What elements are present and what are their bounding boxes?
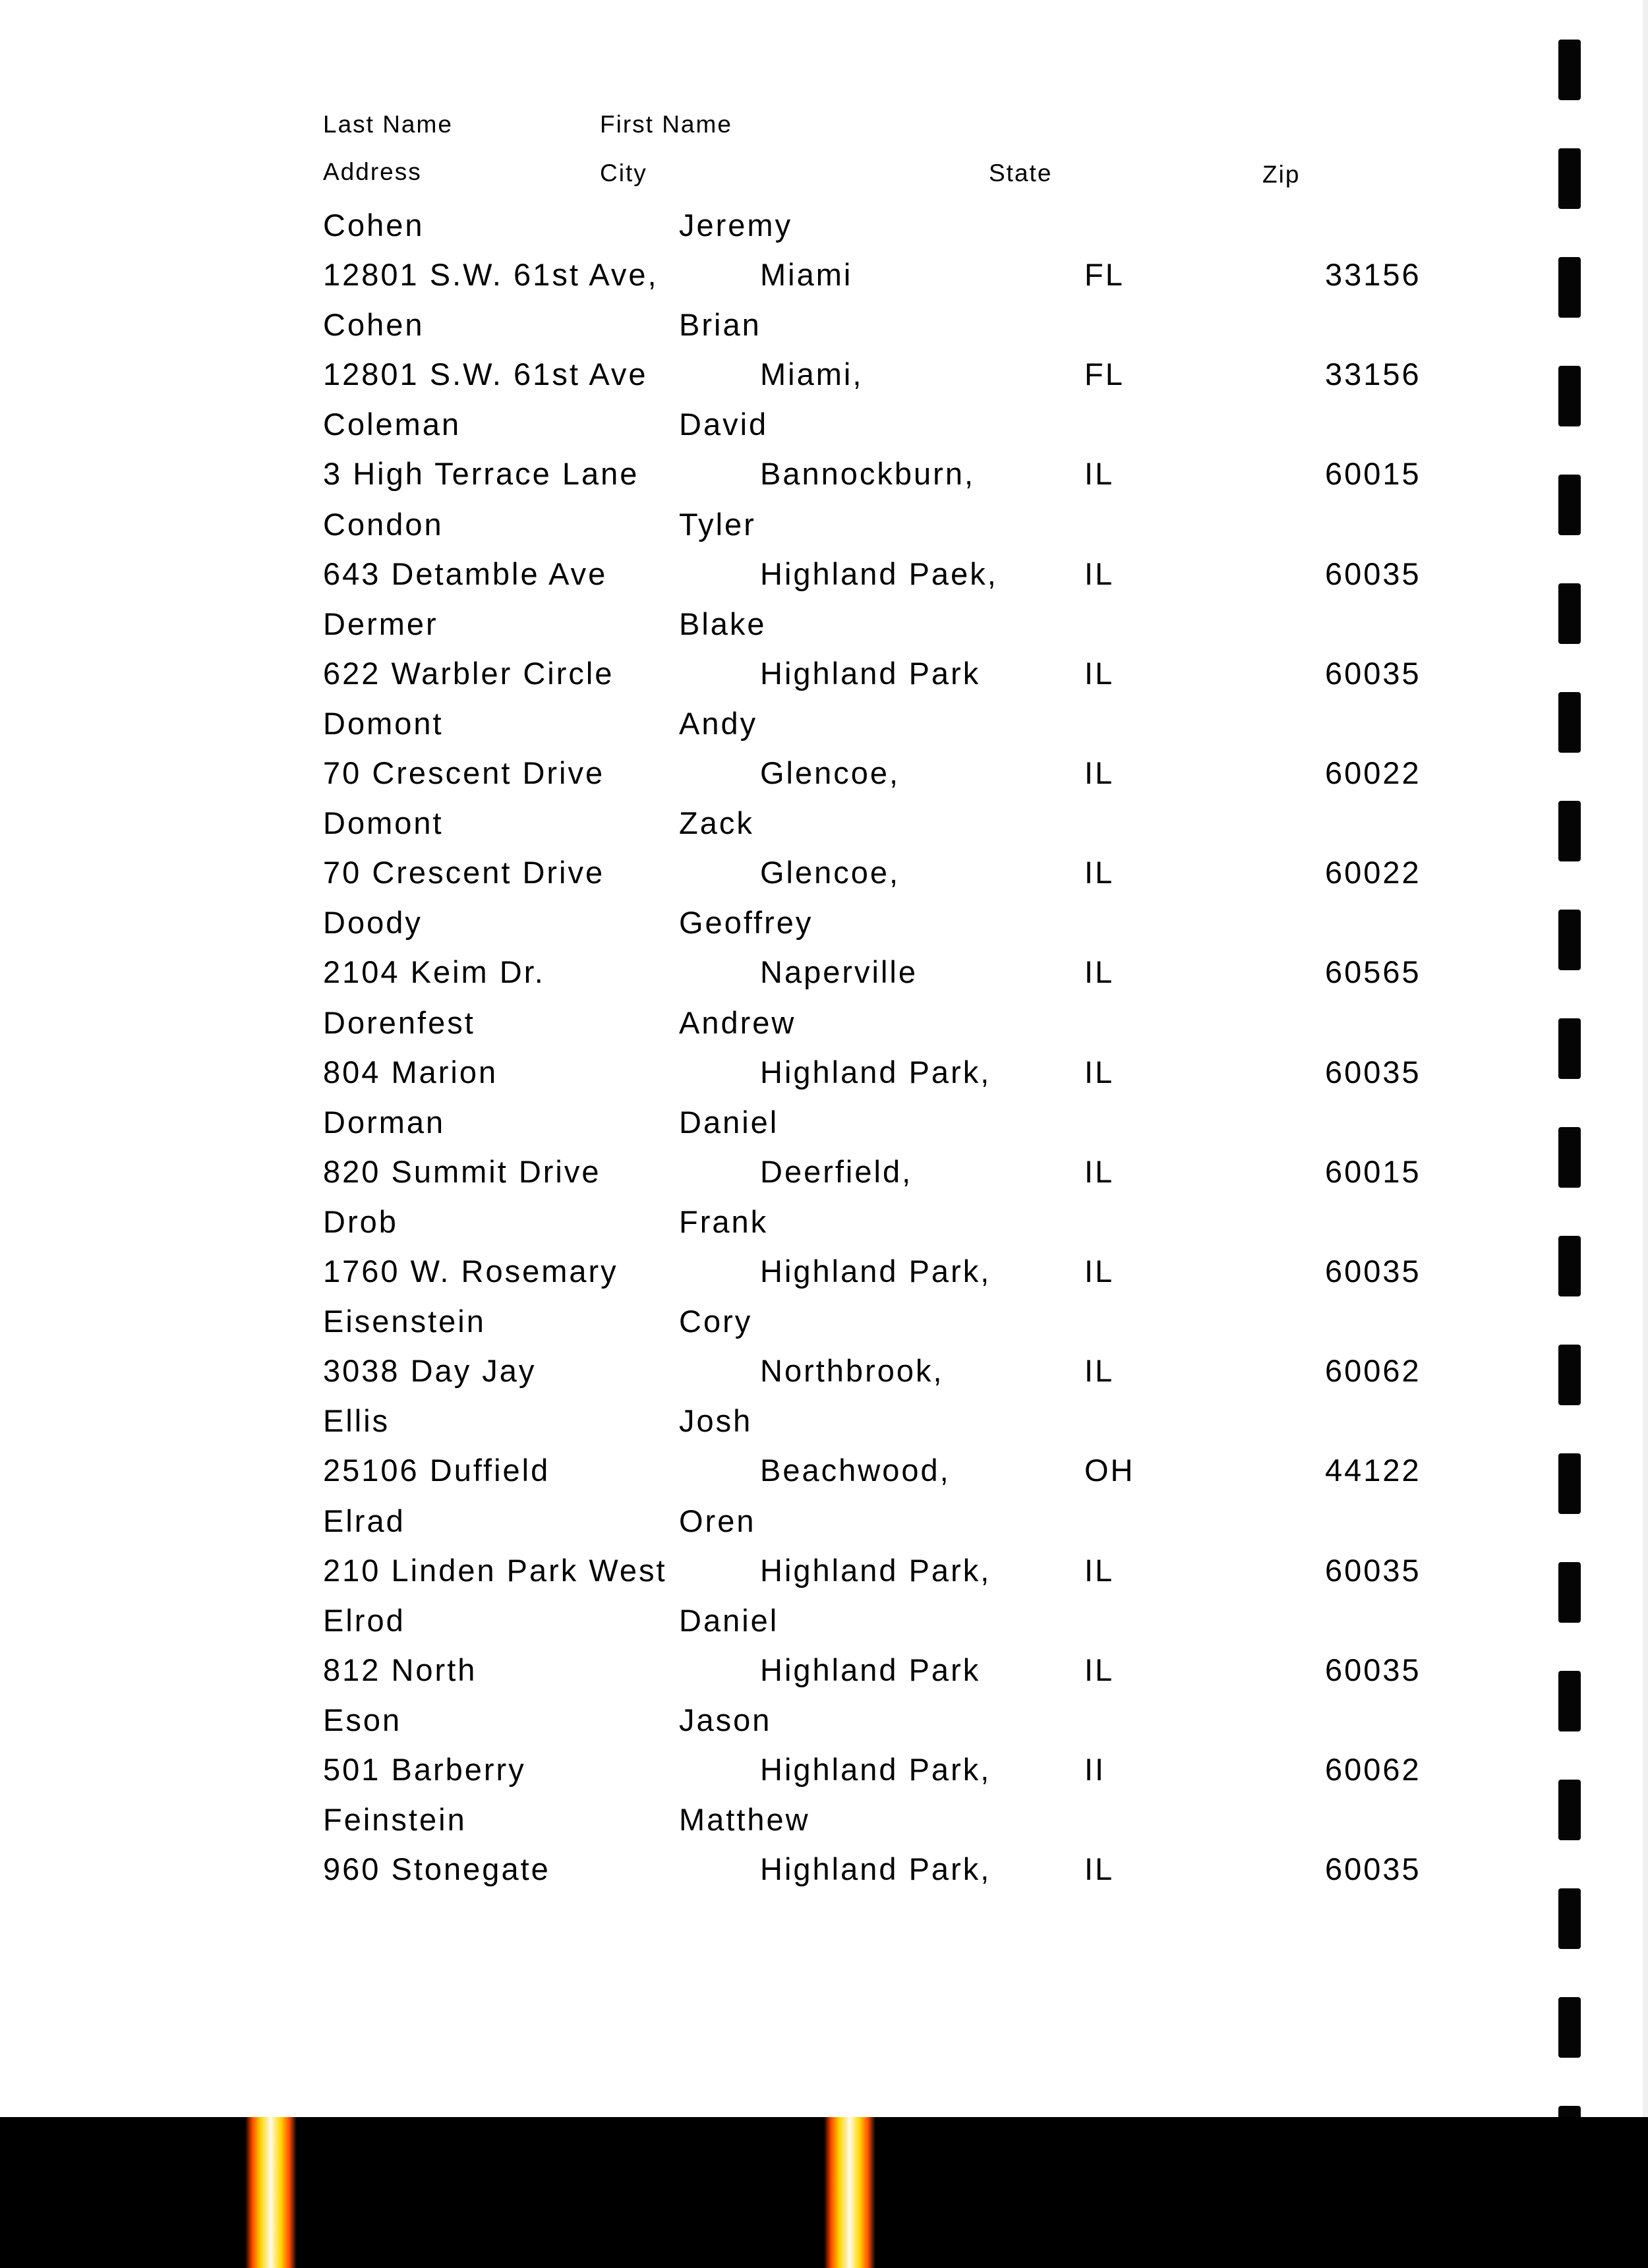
perforation-hole xyxy=(1558,1888,1581,1949)
perforation-hole xyxy=(1558,1671,1581,1731)
address-cell: 960 Stonegate xyxy=(323,1851,550,1886)
last-name-cell: Coleman xyxy=(323,407,461,442)
scanner-bottom-edge xyxy=(0,2117,1648,2268)
city-cell: Deerfield, xyxy=(760,1154,913,1189)
zip-cell: 60015 xyxy=(1325,1154,1421,1189)
state-cell: FL xyxy=(1084,357,1125,392)
zip-cell: 60062 xyxy=(1325,1752,1421,1787)
address-cell: 812 North xyxy=(323,1652,477,1687)
perforation-hole xyxy=(1558,1345,1581,1405)
address-cell: 70 Crescent Drive xyxy=(323,855,605,890)
address-cell: 804 Marion xyxy=(323,1055,498,1090)
city-cell: Beachwood, xyxy=(760,1453,951,1488)
header-city: City xyxy=(600,160,647,187)
city-cell: Highland Paek, xyxy=(760,556,998,591)
last-name-cell: Domont xyxy=(323,706,444,741)
first-name-cell: Jeremy xyxy=(679,208,793,243)
first-name-cell: Geoffrey xyxy=(679,905,813,940)
scanner-glare xyxy=(824,2117,875,2268)
first-name-cell: Brian xyxy=(679,307,761,342)
perforation-hole xyxy=(1558,257,1581,318)
first-name-cell: Blake xyxy=(679,606,767,641)
perforation-hole xyxy=(1558,2106,1581,2117)
perforation-hole xyxy=(1558,1997,1581,2058)
perforation-strip xyxy=(1558,0,1586,2117)
address-cell: 3 High Terrace Lane xyxy=(323,456,639,491)
first-name-cell: David xyxy=(679,407,769,442)
zip-cell: 60035 xyxy=(1325,1851,1421,1886)
perforation-hole xyxy=(1558,1562,1581,1623)
perforation-hole xyxy=(1558,583,1581,644)
perforation-hole xyxy=(1558,40,1581,100)
zip-cell: 33156 xyxy=(1325,357,1421,392)
state-cell: OH xyxy=(1084,1453,1135,1488)
last-name-cell: Cohen xyxy=(323,208,425,243)
address-cell: 70 Crescent Drive xyxy=(323,755,605,790)
city-cell: Highland Park xyxy=(760,1652,981,1687)
last-name-cell: Drob xyxy=(323,1204,398,1239)
first-name-cell: Tyler xyxy=(679,507,756,542)
last-name-cell: Dorman xyxy=(323,1105,446,1140)
state-cell: IL xyxy=(1084,656,1115,691)
first-name-cell: Daniel xyxy=(679,1603,779,1638)
city-cell: Miami xyxy=(760,257,853,292)
state-cell: IL xyxy=(1084,755,1115,790)
last-name-cell: Dorenfest xyxy=(323,1005,475,1040)
state-cell: IL xyxy=(1084,855,1115,890)
zip-cell: 60062 xyxy=(1325,1353,1421,1388)
city-cell: Highland Park, xyxy=(760,1254,991,1289)
perforation-hole xyxy=(1558,1236,1581,1296)
header-state: State xyxy=(989,160,1053,187)
state-cell: IL xyxy=(1084,456,1115,491)
perforation-hole xyxy=(1558,801,1581,861)
city-cell: Bannockburn, xyxy=(760,456,976,491)
perforation-hole xyxy=(1558,1127,1581,1188)
last-name-cell: Eson xyxy=(323,1702,402,1737)
state-cell: IL xyxy=(1084,1055,1115,1090)
last-name-cell: Elrod xyxy=(323,1603,405,1638)
page-edge xyxy=(1643,0,1648,2117)
state-cell: IL xyxy=(1084,1851,1115,1886)
first-name-cell: Josh xyxy=(679,1403,753,1438)
city-cell: Highland Park, xyxy=(760,1055,991,1090)
scanner-glare xyxy=(245,2117,297,2268)
last-name-cell: Dermer xyxy=(323,606,438,641)
zip-cell: 60565 xyxy=(1325,954,1421,989)
zip-cell: 33156 xyxy=(1325,257,1421,292)
address-cell: 12801 S.W. 61st Ave xyxy=(323,357,648,392)
address-cell: 1760 W. Rosemary xyxy=(323,1254,618,1289)
first-name-cell: Matthew xyxy=(679,1802,810,1837)
first-name-cell: Oren xyxy=(679,1503,756,1538)
last-name-cell: Feinstein xyxy=(323,1802,467,1837)
last-name-cell: Ellis xyxy=(323,1403,390,1438)
zip-cell: 60022 xyxy=(1325,855,1421,890)
state-cell: IL xyxy=(1084,556,1115,591)
address-cell: 622 Warbler Circle xyxy=(323,656,614,691)
zip-cell: 60015 xyxy=(1325,456,1421,491)
perforation-hole xyxy=(1558,148,1581,209)
state-cell: IL xyxy=(1084,954,1115,989)
first-name-cell: Jason xyxy=(679,1702,772,1737)
address-cell: 643 Detamble Ave xyxy=(323,556,608,591)
city-cell: Glencoe, xyxy=(760,855,900,890)
state-cell: IL xyxy=(1084,1553,1115,1588)
header-first-name: First Name xyxy=(600,111,732,138)
perforation-hole xyxy=(1558,475,1581,535)
state-cell: IL xyxy=(1084,1154,1115,1189)
first-name-cell: Zack xyxy=(679,805,754,840)
state-cell: IL xyxy=(1084,1254,1115,1289)
city-cell: Glencoe, xyxy=(760,755,900,790)
city-cell: Highland Park xyxy=(760,656,981,691)
state-cell: II xyxy=(1084,1752,1106,1787)
city-cell: Northbrook, xyxy=(760,1353,944,1388)
last-name-cell: Domont xyxy=(323,805,444,840)
address-cell: 210 Linden Park West xyxy=(323,1553,667,1588)
zip-cell: 44122 xyxy=(1325,1453,1421,1488)
state-cell: IL xyxy=(1084,1353,1115,1388)
perforation-hole xyxy=(1558,1453,1581,1514)
city-cell: Miami, xyxy=(760,357,864,392)
city-cell: Highland Park, xyxy=(760,1553,991,1588)
header-last-name: Last Name xyxy=(323,111,453,138)
header-zip: Zip xyxy=(1262,161,1301,188)
address-cell: 820 Summit Drive xyxy=(323,1154,601,1189)
zip-cell: 60035 xyxy=(1325,1652,1421,1687)
address-cell: 2104 Keim Dr. xyxy=(323,954,545,989)
zip-cell: 60035 xyxy=(1325,1254,1421,1289)
zip-cell: 60022 xyxy=(1325,755,1421,790)
first-name-cell: Andy xyxy=(679,706,758,741)
first-name-cell: Cory xyxy=(679,1304,753,1339)
address-cell: 3038 Day Jay xyxy=(323,1353,537,1388)
first-name-cell: Andrew xyxy=(679,1005,796,1040)
city-cell: Highland Park, xyxy=(760,1851,991,1886)
perforation-hole xyxy=(1558,366,1581,426)
last-name-cell: Eisenstein xyxy=(323,1304,486,1339)
state-cell: IL xyxy=(1084,1652,1115,1687)
perforation-hole xyxy=(1558,1018,1581,1079)
address-cell: 12801 S.W. 61st Ave, xyxy=(323,257,659,292)
city-cell: Highland Park, xyxy=(760,1752,991,1787)
zip-cell: 60035 xyxy=(1325,1055,1421,1090)
perforation-hole xyxy=(1558,1780,1581,1840)
address-cell: 501 Barberry xyxy=(323,1752,526,1787)
last-name-cell: Condon xyxy=(323,507,444,542)
first-name-cell: Daniel xyxy=(679,1105,779,1140)
zip-cell: 60035 xyxy=(1325,1553,1421,1588)
first-name-cell: Frank xyxy=(679,1204,769,1239)
state-cell: FL xyxy=(1084,257,1125,292)
city-cell: Naperville xyxy=(760,954,918,989)
last-name-cell: Doody xyxy=(323,905,423,940)
zip-cell: 60035 xyxy=(1325,656,1421,691)
address-cell: 25106 Duffield xyxy=(323,1453,550,1488)
last-name-cell: Cohen xyxy=(323,307,425,342)
perforation-hole xyxy=(1558,692,1581,753)
last-name-cell: Elrad xyxy=(323,1503,405,1538)
perforation-hole xyxy=(1558,910,1581,970)
zip-cell: 60035 xyxy=(1325,556,1421,591)
header-address: Address xyxy=(323,158,422,185)
